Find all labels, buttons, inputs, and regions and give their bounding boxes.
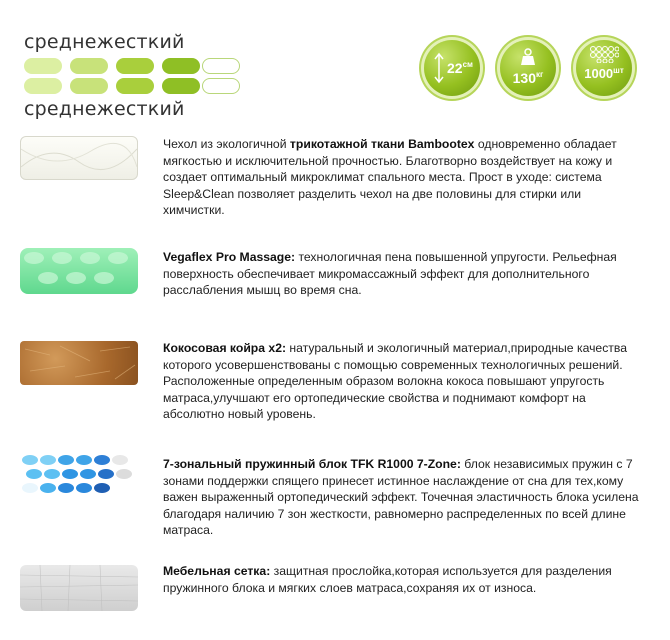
layer-description-cover	[163, 136, 643, 219]
firmness-level-2	[70, 58, 108, 74]
layer-title: Кокосовая койра х2:	[163, 341, 287, 355]
firmness-level-4	[162, 78, 200, 94]
firmness-level-4	[162, 58, 200, 74]
quilt-pattern	[21, 137, 137, 179]
coir-texture	[20, 341, 138, 385]
layer-prefix: Чехол из экологичной	[163, 137, 290, 151]
coconut-coir-image	[20, 341, 138, 385]
layer-title: Мебельная сетка:	[163, 564, 271, 578]
weight-badge	[500, 40, 556, 96]
spring-block-image	[20, 452, 138, 500]
springs-badge	[576, 40, 632, 96]
layer-title: Vegaflex Pro Massage:	[163, 250, 296, 264]
firmness-level-3	[116, 78, 154, 94]
layer-title: трикотажной ткани Bambootex	[289, 137, 475, 151]
layer-text: натуральный и экологичный материал,природные качества которого усовершенствованы с помощью современных технологичных решений. Расположенные определенным образом волокна кокоса повышают упругость матраса,улучшают его ортопедические свойства и поднимают комфорт на абсолютно новый уровень.	[163, 341, 627, 422]
layer-description-foam	[163, 249, 643, 299]
firmness-level-1	[24, 58, 62, 74]
firmness-label-bottom: среднежесткий	[24, 98, 185, 120]
mesh-texture	[20, 565, 138, 611]
firmness-level-1	[24, 78, 62, 94]
firmness-label-top: среднежесткий	[24, 31, 185, 53]
layer-text: одновременно обладает мягкостью и исключительной прочностью. Благотворно воздействует на кожу и создает оптимальный микроклимат спального места. Прост в уходе: система Sleep&Clean позволяет разделить чехол на две половины для стирки или химчистки.	[163, 137, 617, 218]
layer-title: 7-зональный пружинный блок TFK R1000 7-Zone:	[163, 457, 461, 471]
springs-unit: шт	[613, 66, 624, 75]
springs-pattern	[20, 452, 138, 500]
furniture-mesh-image	[20, 565, 138, 611]
layer-description-coir	[163, 340, 643, 423]
weight-unit: кг	[536, 70, 544, 79]
firmness-level-2	[70, 78, 108, 94]
bamboo-cover-image	[20, 136, 138, 180]
height-unit: см	[462, 60, 473, 69]
layer-description-springs	[163, 456, 643, 539]
layer-text: защитная прослойка,которая используется для разделения пружинного блока и мягких слоев матраса,сохраняя их от износа.	[163, 564, 612, 595]
height-value: 22	[447, 60, 463, 76]
weight-value: 130	[512, 70, 536, 86]
layer-text: технологичная пена повышенной упругости. Рельефная поверхность обеспечивает микромассажный эффект для дополнительного расслабления мышц во время сна.	[163, 250, 617, 298]
layer-description-mesh	[163, 563, 643, 596]
springs-icon	[589, 45, 619, 63]
firmness-level-5	[202, 78, 240, 94]
springs-value: 1000	[584, 66, 614, 81]
massage-foam-image	[20, 248, 138, 294]
height-badge	[424, 40, 480, 96]
layer-text: блок независимых пружин с 7 зонами поддержки спящего принесет истинное наслаждение от сна для тех,кому важен выраженный ортопедический эффект. Точечная эластичность блока усилена благодаря наличию 7 зон жесткости, равномерно распределенных по всей длине матраса.	[163, 457, 639, 538]
weight-icon	[518, 48, 538, 66]
foam-bumps	[20, 248, 138, 294]
firmness-level-3	[116, 58, 154, 74]
firmness-level-5	[202, 58, 240, 74]
